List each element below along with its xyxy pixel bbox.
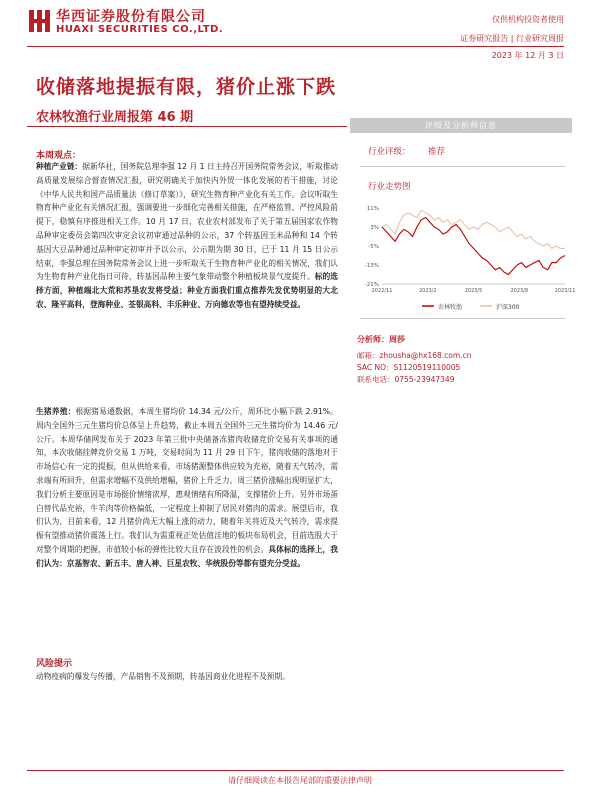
planting-paragraph xyxy=(36,160,338,312)
series-line-1 xyxy=(382,218,565,275)
y-tick-label: -13% xyxy=(364,263,379,269)
header-divider xyxy=(27,46,564,47)
legend-label-1: 农林牧渔 xyxy=(438,304,463,311)
analyst-name: 分析师：周莎 xyxy=(357,335,405,344)
page-subtitle: 农林牧渔行业周报第 46 期 xyxy=(36,110,194,125)
page-title: 收储落地提振有限，猪价止涨下跌 xyxy=(36,76,337,98)
planting-text: 据新华社，国务院总理李强 12 月 1 日主持召开国务院常务会议，听取推动高质量发展综合督查情况汇报，研究明确关于加快内外贸一体化发展的若干措施，讨论《中华人民共和国产品质量法（修订草案）》，研究生物育种产业化有关工作。会议听取生物育种产业化有关情况汇报，强调要进一步细化完善相关措施，在严格监管、严控风险前提下，稳慎有序推进相关工作。10 月 17 日，农业农村部发布了关于第五届国家农作物品种审定委员会第四次审定会议初审通过品种的公示，37 个转基因玉米品种和 14 个转基因大豆品种通过品种审定初审并予以公示，公示期为期 30 日，已于 11 月 15 日公示结束，李强总理在国务院常务会议上进一步听取关于生物育种产业化的相关情况，我们认为生物育种产业化指日可待，转基因品种主要气象带动整个种植板块景气度提升。 xyxy=(36,162,338,282)
hog-text: 根据猪易通数据，本周生猪均价 14.34 元/公斤，周环比小幅下跌 2.91%。周内全国外三元生猪均价总体呈上升趋势，截止本周五全国外三元生猪均价为 14.46 元/公斤。本周华储网发布关于 2023 年第三批中央储备冻猪肉收储竞价交易有关事项的通知，本次收储挂牌竞价交易 1 万吨，交易时间为 11 月 29 日下午，猪肉收储的落地对于市场信心有一定的提振，但从供给来看，市场猪源整体供应较为充裕，随着天气转冷，需求端有所回升，但需求增幅不及供给增幅，猪价上升乏力。周三猪价涨幅出现明显扩大，我们分析主要原因是市场挺价情绪浓厚，惠观情绪有所降温，支撑猪价上升。另外市场蛋白替代品充裕，牛羊肉等价格偏低，一定程度上抑制了居民对猪肉的需求。展望后市，我们认为，目前来看，12 月猪价尚无大幅上涨的动力，随着年关将近及天气转冷，需求提振有望推动猪价震荡上行。我们认为需重视正处估值洼地的板块布局机会，目前选股大于对整个周期的把握，市值较小标的弹性比较大且存在波段性的机会。 xyxy=(36,407,338,554)
trend-label: 行业走势图 xyxy=(368,182,411,192)
footer-divider xyxy=(27,770,564,771)
chart-legend xyxy=(420,300,540,312)
x-tick-label: 2022/11 xyxy=(371,288,393,294)
analyst-phone: 联系电话：0755-23947349 xyxy=(357,375,455,384)
footer-disclaimer: 请仔细阅读在本报告尾部的重要法律声明 xyxy=(228,776,372,785)
hog-label: 生猪养殖： xyxy=(36,407,76,416)
analyst-sac: SAC NO：S1120519110005 xyxy=(357,363,461,372)
logo-icon xyxy=(27,8,53,34)
y-tick-label: -21% xyxy=(364,282,379,288)
rating-value: 推荐 xyxy=(428,147,446,157)
y-tick-label: -5% xyxy=(368,244,379,250)
company-name-en: HUAXI SECURITIES CO.,LTD. xyxy=(56,24,224,35)
hog-picks: 具体标的选择上，我们认为：京基智农、新五丰、唐人神、巨星农牧、华统股份等都有望充分受益。 xyxy=(36,544,338,568)
industry-trend-chart xyxy=(360,200,576,300)
panel-divider-2 xyxy=(360,318,565,319)
x-tick-label: 2023/8 xyxy=(510,288,529,294)
series-line-2 xyxy=(382,210,565,248)
risk-heading: 风险提示 xyxy=(36,659,73,669)
x-tick-label: 2023/11 xyxy=(554,288,576,294)
y-tick-label: 11% xyxy=(366,206,379,212)
view-heading: 本周观点： xyxy=(36,151,82,161)
risk-text: 动物疫病的爆发与传播，产品销售不及预期，转基因商业化进程不及预期。 xyxy=(36,672,290,681)
chart-lines xyxy=(382,210,565,274)
company-name-cn: 华西证券股份有限公司 xyxy=(56,9,206,25)
x-tick-label: 2023/2 xyxy=(418,288,437,294)
x-tick-label: 2023/5 xyxy=(464,288,483,294)
report-type: 证券研究报告 | 行业研究周报 xyxy=(460,34,564,43)
analyst-email: 邮箱：zhousha@hx168.com.cn xyxy=(357,351,472,360)
audience-note: 仅供机构投资者使用 xyxy=(492,15,564,24)
planting-picks: 标的选择方面，种植端北大荒和苏垦农发将受益；种业方面我们重点推荐先发优势明显的大北农、隆平高科，登海种业、荃银高科、丰乐种业、万向德农等也有望持续受益。 xyxy=(36,272,338,309)
hog-paragraph xyxy=(36,405,338,571)
panel-header: 评级及分析师信息 xyxy=(350,118,572,133)
report-date: 2023 年 12 月 3 日 xyxy=(491,51,564,60)
chart-axes xyxy=(365,206,576,294)
panel-divider xyxy=(360,166,565,167)
legend-label-2: 沪深300 xyxy=(496,304,520,311)
rating-label: 行业评级： xyxy=(368,147,411,157)
y-tick-label: 3% xyxy=(370,225,379,231)
planting-label: 种植产业链： xyxy=(36,162,83,171)
subtitle-divider xyxy=(27,126,347,127)
